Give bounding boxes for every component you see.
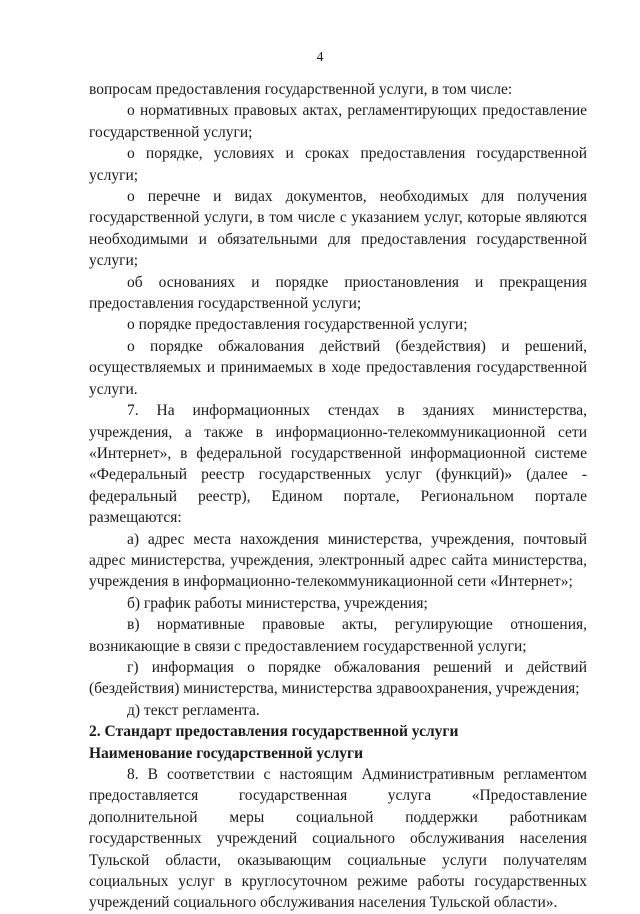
paragraph-item-8: 8. В соответствии с настоящим Административным регламентом предоставляется государственная услуга «Предоставление дополнительной меры социальной поддержки работникам государственных учреждений социального обслуживания населения Тульской области, оказывающим социальные услуги получателям социальных услуг в круглосуточном режиме работы государственных учреждений социального обслуживания населения Тульской области». — [89, 766, 587, 912]
subsection-heading: Наименование государственной услуги — [89, 744, 363, 762]
paragraph-item-b: б) график работы министерства, учреждения; — [127, 594, 428, 612]
paragraph-documents-list: о перечне и видах документов, необходимых для получения государственной услуги, в том числе с указанием услуг, которые являются необходимыми и обязательными для предоставления государственной услуги; — [89, 188, 587, 270]
section-heading: 2. Стандарт предоставления государственной услуги — [89, 723, 459, 741]
paragraph-continuation: вопросам предоставления государственной услуги, в том числе: — [89, 81, 513, 98]
paragraph-procedure-terms: о порядке, условиях и сроках предоставления государственной услуги; — [89, 145, 587, 184]
paragraph-suspension-grounds: об основаниях и порядке приостановления и прекращения предоставления государственной услуги; — [89, 273, 587, 313]
paragraph-provision-procedure: о порядке предоставления государственной услуги; — [127, 316, 468, 334]
paragraph-item-d: д) текст регламента. — [127, 701, 260, 719]
paragraph-item-a: а) адрес места нахождения министерства, учреждения, почтовый адрес министерства, учреждения, электронный адрес сайта министерства, учреждения в информационно-телекоммуникационной сети «Интернет»; — [89, 530, 587, 591]
paragraph-appeal-procedure: о порядке обжалования действий (бездействия) и решений, осуществляемых и принимаемых в ходе предоставления государственной услуги. — [89, 337, 587, 398]
page-number: 4 — [316, 50, 324, 65]
paragraph-normative-acts: о нормативных правовых актах, регламентирующих предоставление государственной услуги; — [89, 102, 587, 141]
document-body — [89, 79, 587, 914]
paragraph-item-v: в) нормативные правовые акты, регулирующие отношения, возникающие в связи с предоставлением государственной услуги; — [89, 616, 587, 655]
paragraph-item-g: г) информация о порядке обжалования решений и действий (бездействия) министерства, министерства здравоохранения, учреждения; — [89, 658, 587, 698]
paragraph-item-7: 7. На информационных стендах в зданиях министерства, учреждения, а также в информационно-телекоммуникационной сети «Интернет», в федеральной государственной информационной системе «Федеральный реестр государственных услуг (функций)» (далее - федеральный реестр), Едином портале, Региональном портале размещаются: — [89, 402, 587, 527]
